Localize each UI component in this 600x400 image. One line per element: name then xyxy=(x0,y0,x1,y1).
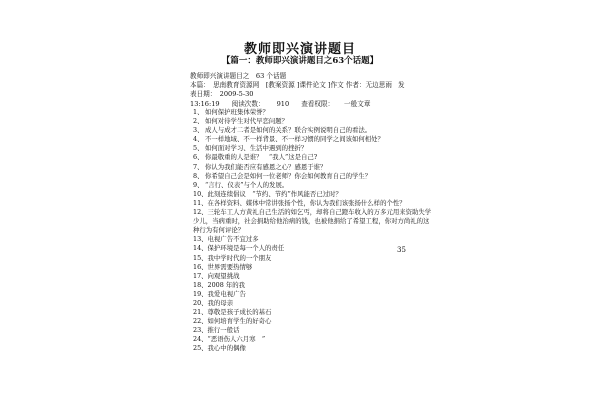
topic-item xyxy=(193,126,433,135)
doc-subtitle: 【篇一：教师即兴演讲题目之63个话题】 xyxy=(221,56,379,66)
topic-item xyxy=(193,153,433,162)
topic-number: 24、 xyxy=(193,335,208,344)
topic-number: 25、 xyxy=(193,344,208,353)
topic-text: 电视广告不宜过多 xyxy=(207,235,259,244)
topic-number: 19、 xyxy=(193,289,208,298)
topic-number: 2、 xyxy=(193,117,204,126)
topic-item xyxy=(193,117,433,126)
topic-text: “言行、仪表”与个人的发展。 xyxy=(205,180,289,189)
topic-number: 4、 xyxy=(193,135,204,144)
topic-number: 12、 xyxy=(193,208,208,217)
topic-text: 如何对待学生对代早恋问题？ xyxy=(205,117,289,126)
topic-text: 世界需要热情够 xyxy=(207,262,253,271)
topic-text: 我爱电视广告 xyxy=(207,289,246,298)
topic-text: 2008 年的我 xyxy=(207,280,245,289)
topic-item xyxy=(193,135,433,144)
topic-text: 你认为我们能否应有感恩之心？感恩于谁？ xyxy=(205,162,327,171)
topic-text: 保护环境是每一个人的责任 xyxy=(207,244,285,253)
topic-text: 向观望挑战 xyxy=(207,271,240,280)
topic-item xyxy=(193,163,433,172)
topic-item xyxy=(193,181,433,190)
topic-text: 三轮车工人方黄礼自己生活的如乞丐，却将自己蹬车收入的万多元用来资助失学少儿，当病重时，社会捐助给他治病的钱，也被他捐给了希望工程，你对方尚礼的这种行为有何评论？ xyxy=(193,208,432,235)
topic-number: 14、 xyxy=(193,244,208,253)
meta-source: 本篇： 思南教育资源网 [教案资源 ]课件论文 ]作文 作者：无边思雨 xyxy=(190,81,392,89)
topic-number: 15、 xyxy=(193,253,208,262)
topic-item xyxy=(193,308,433,317)
topic-text: 你最敬重的人是谁？ “我人”这是自己? xyxy=(205,153,318,162)
topic-number: 10、 xyxy=(193,189,208,198)
topic-number: 17、 xyxy=(193,271,208,280)
topic-number: 9、 xyxy=(193,180,204,189)
topic-text: 我中学时代的一个朋友 xyxy=(207,253,272,262)
topic-number: 18、 xyxy=(193,280,208,289)
topic-number: 13、 xyxy=(193,235,208,244)
topic-item xyxy=(193,263,433,272)
meta-fa: 发 xyxy=(398,81,405,89)
topic-number: 11、 xyxy=(193,198,208,207)
topic-item xyxy=(193,272,433,281)
topic-item xyxy=(193,299,433,308)
meta-reads-label: 阅读次数： xyxy=(231,100,265,108)
topic-item xyxy=(193,317,433,326)
topic-list xyxy=(193,108,433,354)
topic-item xyxy=(193,290,433,299)
topic-number: 6、 xyxy=(193,153,204,162)
topic-item xyxy=(193,344,433,353)
meta-reads-value: 910 xyxy=(276,100,290,108)
topic-number: 21、 xyxy=(193,308,208,317)
topic-item xyxy=(193,190,433,199)
topic-text: 此刻连续倡议 “节约、节约”作风能否已过时？ xyxy=(207,189,342,198)
topic-text: 如何面对学习、生活中遇到的挫折？ xyxy=(205,144,308,153)
topic-text: 成人与成才二者是如何的关系？联合实例说明自己的看法。 xyxy=(205,126,372,135)
meta-date: 表日期： 2009-5-30 xyxy=(190,90,254,98)
meta-stats xyxy=(190,98,370,108)
topic-number: 5、 xyxy=(193,144,204,153)
topic-text: 如何培育学生的好奇心 xyxy=(207,317,272,326)
topic-item xyxy=(193,199,433,208)
topic-text: “恶语伤人六月寒 ” xyxy=(207,335,266,344)
topic-text: 在各样资料、媒体中常讲张扬个性，你认为我们该张扬什么样的个性？ xyxy=(207,198,406,207)
meta-rights: 查看权限： 一般文章 xyxy=(301,100,371,108)
meta-line-1: 教师即兴演讲题目之 63 个话题 xyxy=(190,72,287,80)
topic-number: 7、 xyxy=(193,162,204,171)
topic-item xyxy=(193,254,433,263)
topic-number: 1、 xyxy=(193,108,204,116)
topic-item xyxy=(193,208,433,235)
topic-item xyxy=(193,326,433,335)
topic-number: 20、 xyxy=(193,298,208,307)
topic-text: 尊敬是孩子成长的基石 xyxy=(207,308,272,317)
topic-item xyxy=(193,108,433,117)
topic-text: 推行一般话 xyxy=(207,326,240,335)
topic-text: 不一样地域、不一样背景、不一样习惯的同学之间该如何相处？ xyxy=(205,135,384,144)
topic-text: 我心中的偶像 xyxy=(207,344,246,353)
topic-text: 如何保护班集体荣誉？ xyxy=(205,108,269,116)
topic-number: 16、 xyxy=(193,262,208,271)
topic-number: 23、 xyxy=(193,326,208,335)
doc-title: 教师即兴演讲题目 xyxy=(243,42,356,57)
topic-number: 22、 xyxy=(193,317,208,326)
page-number: 35 xyxy=(397,246,406,254)
topic-text: 你希望自己会是如何一位老师？你会如何教育自己的学生？ xyxy=(205,171,372,180)
topic-text: 我的母亲 xyxy=(207,298,234,307)
topic-item xyxy=(193,172,433,181)
topic-number: 3、 xyxy=(193,126,204,135)
topic-number: 8、 xyxy=(193,171,204,180)
meta-time: 13:16:19 xyxy=(190,100,220,108)
topic-item xyxy=(193,281,433,290)
